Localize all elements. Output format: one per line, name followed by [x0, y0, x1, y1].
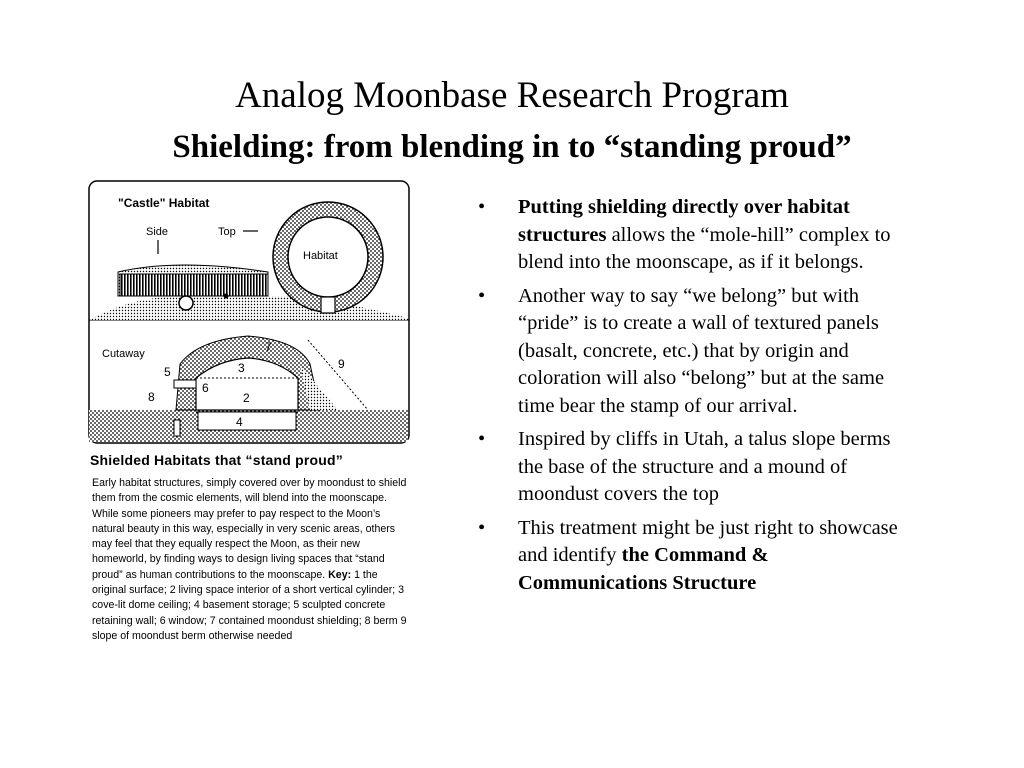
slide-subtitle: Shielding: from blending in to “standing proud”	[172, 129, 852, 165]
cutaway-window	[174, 380, 196, 388]
caption-key-text: 1 the original surface; 2 living space interior of a short vertical cylinder; 3 cove-lit dome ceiling; 4 basement storage; 5 sculpted concrete retaining wall; 6 window; 7 contained moondust shielding; 8 berm 9 slope of moondust berm otherwise needed	[92, 568, 407, 642]
bullet-item	[478, 426, 918, 509]
key-2: 2	[243, 391, 250, 405]
bullet-dot: •	[478, 196, 486, 218]
side-wall	[120, 274, 268, 296]
bullet-item	[478, 515, 918, 598]
bullet-text: allows the “mole-hill” complex to blend into the moonscape, as if it belongs.	[518, 223, 891, 273]
top-label: Top	[218, 226, 236, 238]
key-9: 9	[338, 357, 345, 371]
bullet-text: This treatment might be just right to showcase and identify	[518, 516, 898, 566]
cutaway-door	[174, 420, 180, 436]
side-label: Side	[146, 226, 169, 238]
top-entrance	[321, 297, 335, 313]
bullet-item	[478, 194, 918, 277]
cutaway-basement	[198, 412, 296, 430]
key-8: 8	[148, 390, 155, 404]
slide-title: Analog Moonbase Research Program	[235, 75, 789, 116]
bullet-text: Another way to say “we belong” but with “pride” is to create a wall of textured panels (basalt, concrete, etc.) that by origin and coloration will also “belong” but at the same time bear the stamp of our arrival.	[518, 284, 885, 417]
bullet-bold: Putting shielding directly over habitat structures	[518, 196, 850, 246]
key-5: 5	[164, 365, 171, 379]
castle-habitat-title: "Castle" Habitat	[118, 196, 210, 210]
key-6: 6	[202, 381, 209, 395]
bullet-bold: the Command & Communications Structure	[518, 544, 769, 594]
caption-intro: Early habitat structures, simply covered over by moondust to shield them from the cosmic elements, will blend into the moonscape. While some pioneers may prefer to pay respect to the Moon’s natural beauty in this way, especially in very scenic areas, others may feel that they equally respect the Moon, as their new homeworld, by finding ways to design living spaces that “stand proud” as human contributions to the moonscape.	[92, 477, 407, 581]
bullet-dot: •	[478, 284, 486, 307]
bullet-dot: •	[478, 428, 486, 450]
side-port	[224, 294, 229, 299]
key-4: 4	[236, 415, 243, 429]
cutaway-label: Cutaway	[102, 348, 145, 360]
caption-heading: Shielded Habitats that “stand proud”	[90, 452, 343, 468]
bullet-list	[478, 194, 918, 603]
bullet-text: Inspired by cliffs in Utah, a talus slope berms the base of the structure and a mound of moondust covers the top	[518, 428, 891, 505]
key-7: 7	[265, 340, 272, 354]
side-window	[179, 296, 193, 310]
caption-body	[92, 476, 414, 644]
caption-key-label: Key:	[328, 568, 352, 581]
bullet-item	[478, 283, 918, 421]
habitat-figure	[88, 180, 414, 710]
bullet-dot: •	[478, 516, 486, 539]
key-3: 3	[238, 361, 245, 375]
castle-habitat-diagram	[88, 180, 414, 448]
top-habitat-label: Habitat	[303, 250, 338, 262]
